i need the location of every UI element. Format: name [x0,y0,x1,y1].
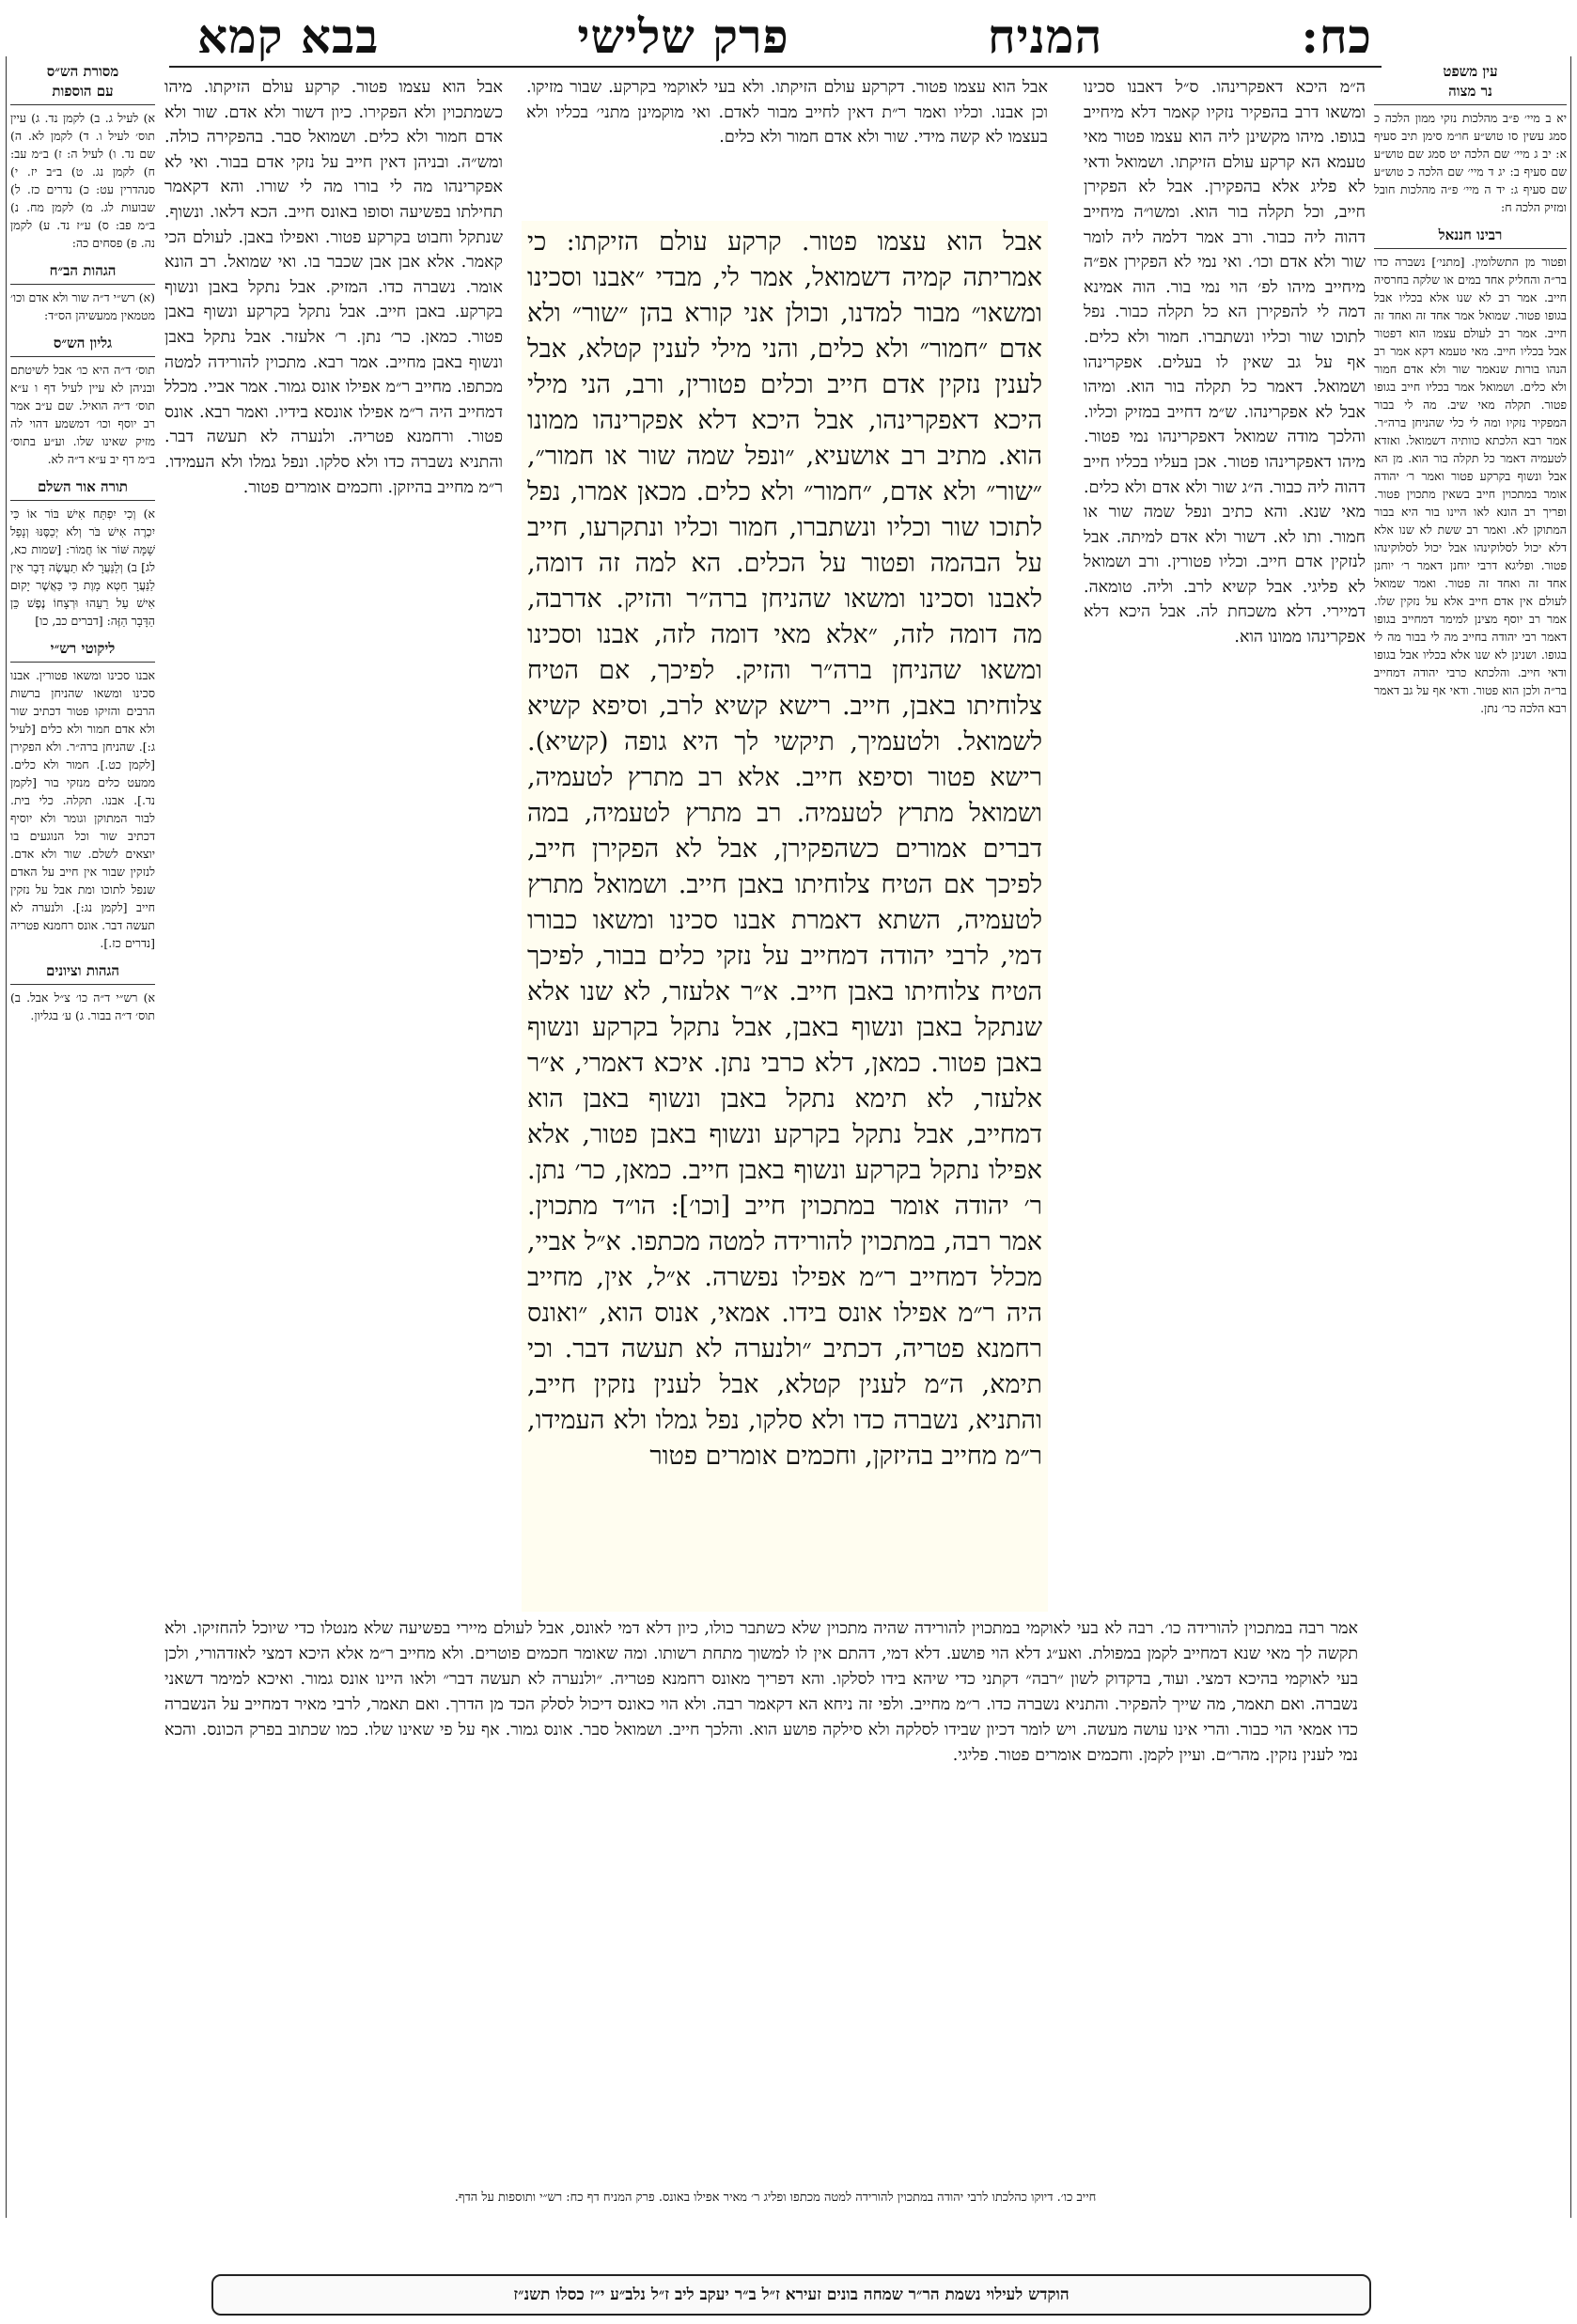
likutei-rashi-text: אבנו סכינו ומשאו פטורין. אבנו סכינו ומשאו שהניחן ברשות הרבים והזיקו פטור דכתיב שור ולא אדם חמור ולא כלים [לעיל ג:]. שהניחן ברה״ר. ולא הפקירן [לקמן כט.]. חמור ולא כלים. ממעט כלים מנזקי בור [לקמן נד.]. אבנו. תקלה. כלי בית. לבור המתוקן וגומר ולא יוסיף דכתיב שור וכל הנוגעים בו יוצאים לשלם. שור ולא אדם. לנזקין שבור אין חייב על האדם שנפל לתוכו ומת אבל על נזקין חייב [לקמן נג:]. ולנערה לא תעשה דבר. אונס רחמנא פטריה [נדרים כז.]. [10,668,155,950]
dedication-box: הוקדש לעילוי נשמת הר״ר שמחה בונים זעירא ז״ל ב״ר יעקב ליב ז״ל נלב״ע י״ז כסלו תשנ״ז [211,2274,1371,2316]
bottom-note: חייב כו׳. דיוקו כהלכתו לרבי יהודה במתכוין להורידה למטה מכתפו ופליג ר׳ מאיר אפילו באונס. פרק המניח דף כח: רש״י ותוספות על הדף. [454,2191,1097,2205]
chapter-number: פרק שלישי [577,8,789,64]
tosafot-top-block: אבל הוא עצמו פטור. דקרקע עולם הזיקתו. ולא בעי לאוקמי בקרקע. שבור מזיקו. וכן אבנו. וכליו ואמר ר״ת דאין לחייב מבור לאדם. ואי מוקמינן מתני׳ בכליו ולא בעצמו לא קשה מידי. שור ולא אדם חמור ולא כלים. [526,78,1048,148]
torah-or-title: תורה אור השלם [10,477,155,501]
gilyon-hashas-title: גליון הש״ס [10,334,155,357]
tosafot-commentary: אבל הוא עצמו פטור. קרקע עולם הזיקתו. מיהו כשמתכוין ולא הפקירו. כיון דשור ולא אדם. שור ולא אדם חמור ולא כלים. ושמואל סבר. בהפקירה כולה. ומש״ה. ובניהן דאין חייב על נזקי אדם בבור. ואי לא אפקרינהו מה לי בורו מה לי שורו. והא דקאמר תחילתו בפשיעה וסופו באונס חייב. הכא דלאו. ונשוף. שנתקל וחבוט בקרקע פטור. ואפילו באבן. לעולם הכי קאמר. אלא אבן אבן שכבר בו. ואי שמואל. רב הונא אומר. נשברה כדו. המזיק. אבל נתקל באבן ונשוף בקרקע. באבן חייב. אבל נתקל בקרקע ונשוף באבן פטור. כמאן. כר׳ נתן. ר׳ אלעזר. אבל נתקל באבן ונשוף באבן מחייב. אמר רבא. מתכוין להורידה למטה מכתפו. מחייב ר״מ אפילו אונס גמור. אמר אביי. מכלל דמחייב היה ר״מ אפילו אונסא בידיו. ואמר רבא. אונס פטור. ורחמנא פטריה. ולנערה לא תעשה דבר. והתניא נשברה כדו ולא סלקו. ונפל גמלו ולא העמידו. ר״מ מחייב בהיזקן. וחכמים אומרים פטור. [164,78,503,497]
rashi-commentary: ה״מ היכא דאפקרינהו. ס״ל דאבנו סכינו ומשאו דרב בהפקיר נזקיו קאמר דלא מיחייב בגופו. מיהו מקשינן ליה הוא עצמו פטור מאי טעמא הא קרקע עולם הזיקתו. ושמואל ודאי לא פליג אלא בהפקירן. אבל לא הפקירן חייב, וכל תקלה בור הוא. ומשו״ה מיחייב דהוה ליה כבור. ורב אמר דלמה ליה לומר שור ולא אדם וכו׳. ואי נמי לא הפקירן אפ״ה מיחייב מיהו לפ׳ הוי נמי בור. הוה אמינא דמה לי להפקירן הא כל תקלה כבור. נפל לתוכו שור וכליו ונשתברו. חמור ולא כלים. אף על גב שאין לו בעלים. אפקרינהו ושמואל. דאמר כל תקלה בור הוא. ומיהו אבל לא אפקרינהו. ש״מ דחייב במזיק וכליו. והלכך מודה שמואל דאפקרינהו נמי פטור. מיהו דאפקרינהו פטור. אכן בעליו בכליו חייב דהוה ליה כבור. ה״ג שור ולא אדם ולא כלים. מאי שנא. והא כתיב ונפל שמה שור או חמור. ותו לא. דשור ולא אדם למיתה. אבל לנזקין אדם חייב. וכליו פטורין. ורב ושמואל לא פליגי. אבל קשיא לרב. וליה. טומאה. דמיירי. דלא משכחת לה. אבל היכא דלא אפקרינהו ממונו הוא. [1084,78,1366,647]
daf-number: כח: [1301,8,1372,64]
lower-commentary: אמר רבה במתכוין להורידה כו׳. רבה לא בעי לאוקמי במתכוין להורידה שהיה מתכוין שלא כשתבר כולו, כיון דלא דמי לאונס, אבל לעולם מיירי בפשיעה שלא מנטלו כדי שיוכל להחזיקו. ולא תקשה לך מאי שנא דמחייב לקמן במפולת. ואע״ג דלא הוי פושע. דלא דמי, דהתם אין לו למשוך מתחת רשותו. ומה שאומר חכמים פוטרים. ולא מחייב ר״מ אלא היכא דמצי לאזדהורי, ולכן בעי לאוקמי בהיכא דמצי. ועוד, בדקדוק לשון ״רבה״ דקתני כדי שיהא בידו לסלקו. והא דפריך מאונס רחמנא פטריה. ״ולנערה לא תעשה דבר״ ולאו היינו אונס גמור. ואיכא למימר דשאני נשברה. ואם תאמר, מה שייך להפקיר. והתניא נשברה כדו. ר״מ מחייב. ולפי זה ניחא הא דקאמר רבה. ולא הוי כאונס דיכול לסלק הכד מן הדרך. ואם תאמר, לרבי מאיר דמחייב על הנשברה כדו אמאי הוי כבור. והרי אינו עושה מעשה. ויש לומר דכיון שבידו לסלקה ולא סילקה פושע הוא. והלכך חייב. ושמואל סבר. אונס גמור. אף על פי שאינו שלו. כמו שכתוב בפרק הכונס. והכא נמי לענין נזקין. מהר״ם. ועיין לקמן. וחכמים אומרים פטור. פליגי. [164,1619,1358,1765]
likutei-rashi-title: ליקוטי רש״י [10,639,155,663]
masoret-hashas-title: מסורת הש״ס עם הוספות [10,62,155,105]
chapter-title: המניח [987,8,1103,64]
page-header [197,8,1372,64]
right-margin [1374,56,1571,2218]
hagahot-habach-title: הגהות הב״ח [10,261,155,285]
gilyon-hashas-text: תוס׳ ד״ה היא כו׳ אבל לשיטתם ובניהן לא עיין לעיל דף ו ע״א תוס׳ ד״ה הואיל. שם ע״ב אמר רב יוסף וכו׳ דמשמע דהוי לה מזיק שאינו שלו. וע״ע בתוס׳ ב״מ דף יב ע״א ד״ה לא. [10,363,155,466]
hagahot-vetziyunim-title: הגהות וציונים [10,961,155,985]
rabbeinu-chananel-text: ופטור מן התשלומין. [מתני׳] נשברה כדו בר״ה והחליק אחד במים או שלקה בחרסיה חייב. אמר רב לא שנו אלא בכליו אבל בגופו פטור. שמואל אמר אחד זה ואחד זה חייב. אמר רב לעולם עצמו הוא דפטור אבל בכליו חייב. מאי טעמא דקא אמר רב הנהו בורות שנאמר שור ולא אדם חמור ולא כלים. ושמואל אמר בכליו חייב בגופו פטור. תקלה מאי שיב. מה לי בבור המפקיר נזקיו ומה לי כלי שהניחן ברה״ר. אמר רבא הלכתא כוותיה דשמואל. ואזדא לטעמיה דאמר כל תקלה בור הוא. מן הא אבל ונשוף בקרקע פטור ואמר ר׳ יהודה אומר במתכוין חייב בשאין מתכוין פטור. ופריך רב הונא לאו היינו בור היא בבור המתוקן לא. ואמר רב ששת לא שנו אלא דלא יכול לסלוקינהו אבל יכול לסלוקינהו פטור. ופליגא דרבי יוחנן דאמר ר׳ יוחנן אחד זה ואחד זה פטור. ואמר שמואל לעולם אין אדם חייב אלא על נזקין שלו. אמר רב יוסף מצינן למימר דמחייב בגופו דאמר רבי יהודה בחייב מה לי בבור מה לי בגופו. ושנינן לא שנו אלא בכליו אבל בגופו ודאי חייב. והלכתא כרבי יהודה דמחייב בר״ה ולכן הוא פטור. ודאי אף על גב דאמר רבא הלכה כר׳ נתן. [1374,255,1567,715]
gemara-main-text: אבל הוא עצמו פטור. קרקע עולם הזיקתו: כי אמריתה קמיה דשמואל, אמר לי, מבדי ״אבנו וסכינו ומשאו״ מבור למדנו, וכולן אני קורא בהן ״שור״ ולא אדם ״חמור״ ולא כלים, והני מילי לענין קטלא, אבל לענין נזקין אדם חייב וכלים פטורין, ורב, הני מילי היכא דאפקרינהו, אבל היכא דלא אפקרינהו ממונו הוא. מתיב רב אושעיא, ״ונפל שמה שור או חמור״, ״שור״ ולא אדם, ״חמור״ ולא כלים. מכאן אמרו, נפל לתוכו שור וכליו ונשתברו, חמור וכליו ונתקרעו, חייב על הבהמה ופטור על הכלים. הא למה זה דומה, לאבנו וסכינו ומשאו שהניחן ברה״ר והזיק. אדרבה, מה דומה לזה, ״אלא מאי דומה לזה, אבנו וסכינו ומשאו שהניחן ברה״ר והזיק. לפיכך, אם הטיח צלוחיתו באבן, חייב. רישא קשיא לרב, וסיפא קשיא לשמואל. ולטעמיך, תיקשי לך היא גופה (קשיא). רישא פטור וסיפא חייב. אלא רב מתרץ לטעמיה, ושמואל מתרץ לטעמיה. רב מתרץ לטעמיה, במה דברים אמורים כשהפקירן, אבל לא הפקירן חייב, לפיכך אם הטיח צלוחיתו באבן חייב. ושמואל מתרץ לטעמיה, השתא דאמרת אבנו סכינו ומשאו כבורו דמי, לרבי יהודה דמחייב על נזקי כלים בבור, לפיכך הטיח צלוחיתו באבן חייב. א״ר אלעזר, לא שנו אלא שנתקל באבן ונשוף באבן, אבל נתקל בקרקע ונשוף באבן פטור. כמאן, דלא כרבי נתן. איכא דאמרי, א״ר אלעזר, לא תימא נתקל באבן ונשוף באבן הוא דמחייב, אבל נתקל בקרקע ונשוף באבן פטור, אלא אפילו נתקל בקרקע ונשוף באבן חייב. כמאן, כר׳ נתן. ר׳ יהודה אומר במתכוין חייב [וכו׳]: הו״ד מתכוין. אמר רבה, במתכוין להורידה למטה מכתפו. א״ל אביי, מכלל דמחייב ר״מ אפילו נפשרה. א״ל, אין, מחייב היה ר״מ אפילו אונס בידו. אמאי, אנוס הוא, ״ואונס רחמנא פטריה, דכתיב ״ולנערה לא תעשה דבר. וכי תימא, ה״מ לענין קטלא, אבל לענין נזקין חייב, והתניא, נשברה כדו ולא סלקו, נפל גמלו ולא העמידו, ר״מ מחייב בהיזקן, וחכמים אומרים פטור [522,221,1048,1612]
masoret-hashas-text: א) לעיל ג. ב) לקמן נד. ג) עיין תוס׳ לעיל ו. ד) לקמן לא. ה) שם נד. ו) לעיל ה: ז) ב״מ עב: ח) לקמן נג. ט) ב״ב יז. י) סנהדרין עט: כ) נדרים כז. ל) שבועות לג. מ) לקמן מח. נ) ב״מ פב: ס) ע״ז נד. ע) לקמן נה. פ) פסחים כה: [10,111,155,250]
rabbeinu-chananel-title: רבינו חננאל [1374,226,1567,249]
hagahot-vetziyunim-text: א) רש״י ד״ה כו׳ צ״ל אבל. ב) תוס׳ ד״ה בבור. ג) ע׳ בגליון. [10,990,155,1022]
hagahot-habach-text: (א) רש״י ד״ה שור ולא אדם וכו׳ מטמאין ממעשיהן הס״ד: [10,290,155,322]
tractate-name: בבא קמא [197,8,380,64]
torah-or-text: א) וְכִי יִפְתַּח אִישׁ בּוֹר אוֹ כִּי יִכְרֶה אִישׁ בֹּר וְלֹא יְכַסֶּנּוּ וְנָפַל שָׁמָּה שּׁוֹר אוֹ חֲמוֹר: [שמות כא, לג] ב) וְלַנַּעֲרָ לֹא תַעֲשֶׂה דָבָר אֵין לַנַּעֲרָ חֵטְא מָוֶת כִּי כַּאֲשֶׁר יָקוּם אִישׁ עַל רֵעֵהוּ וּרְצָחוֹ נֶפֶשׁ כֵּן הַדָּבָר הַזֶּה: [דברים כב, כו] [10,507,155,628]
left-margin [6,56,155,2218]
ein-mishpat-title: עין משפט נר מצוה [1374,62,1567,105]
header-divider [169,66,1382,68]
ein-mishpat-text: יא ב מיי׳ פ״ב מהלכות נזקי ממון הלכה כ סמג עשין סו טוש״ע חו״מ סימן תיב סעיף א: יב ג מיי׳ שם הלכה יט סמג שם טוש״ע שם סעיף ב: יג ד מיי׳ שם הלכה כ טוש״ע שם סעיף ג: יד ה מיי׳ פ״ה מהלכות חובל ומזיק הלכה ח: [1374,111,1567,214]
